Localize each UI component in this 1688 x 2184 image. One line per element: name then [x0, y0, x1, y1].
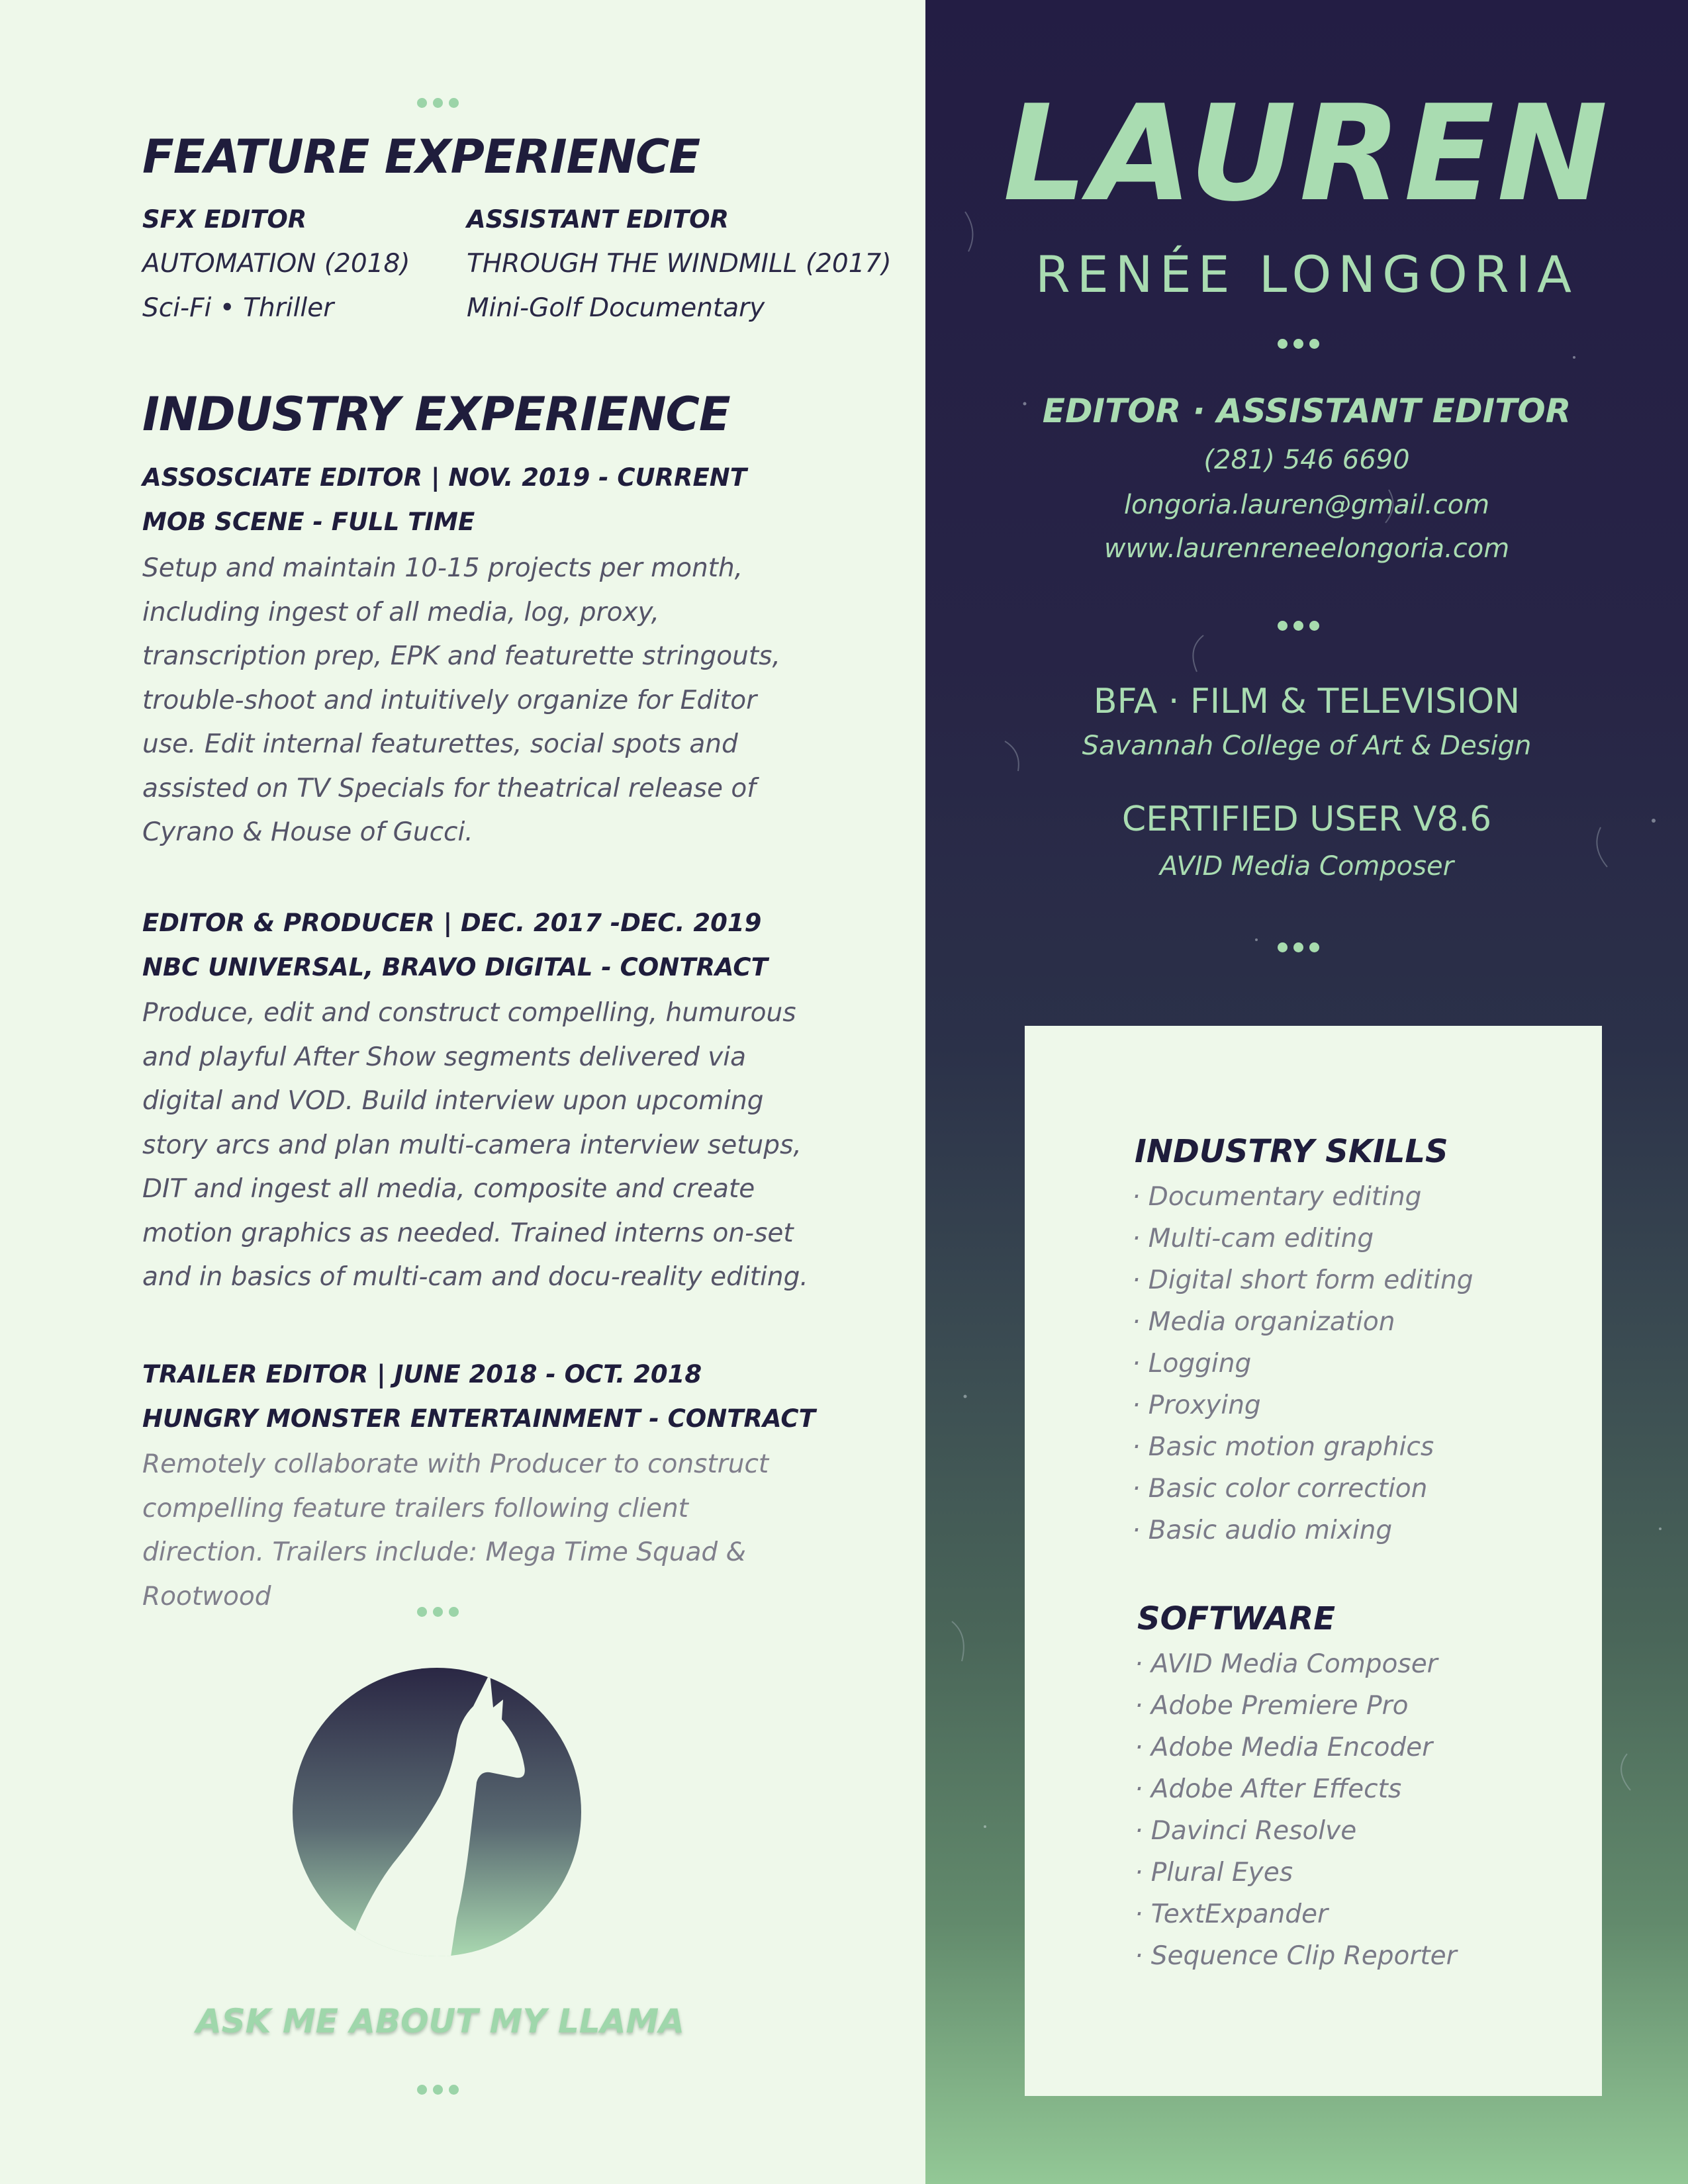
job-3-company: HUNGRY MONSTER ENTERTAINMENT - CONTRACT	[142, 1404, 816, 1433]
skill-item: · Basic color correction	[1132, 1474, 1428, 1504]
industry-experience-title: INDUSTRY EXPERIENCE	[142, 387, 730, 441]
job-1-company: MOB SCENE - FULL TIME	[142, 508, 475, 536]
software-item: · Sequence Clip Reporter	[1135, 1941, 1457, 1971]
divider-dots	[417, 98, 459, 108]
skill-item: · Digital short form editing	[1132, 1265, 1474, 1295]
software-item: · Adobe After Effects	[1135, 1774, 1402, 1804]
first-name: LAUREN	[1003, 77, 1611, 231]
feature-col2-film: THROUGH THE WINDMILL (2017)	[467, 249, 892, 279]
feature-col1-genre: Sci-Fi • Thriller	[142, 293, 334, 323]
feature-col1-film: AUTOMATION (2018)	[142, 249, 410, 279]
skill-item: · Multi-cam editing	[1132, 1224, 1374, 1253]
llama-caption: ASK ME ABOUT MY LLAMA	[196, 2002, 684, 2040]
skill-item: · Documentary editing	[1132, 1182, 1422, 1212]
email-link[interactable]: longoria.lauren@gmail.com	[1123, 490, 1490, 520]
divider-dots	[417, 2085, 459, 2095]
software-item: · Adobe Premiere Pro	[1135, 1691, 1409, 1721]
job-2-description: Produce, edit and construct compelling, humurous and playful After Show segments delivered via digital and VOD. Build interview upon upcoming story arcs and plan multi-camera interview setups, DIT and ingest all media, composite and create motion graphics as needed. Trained interns on-set and in basics of multi-cam and docu-reality editing.	[142, 998, 808, 1292]
phone-link[interactable]: (281) 546 6690	[1203, 445, 1410, 475]
feature-experience-title: FEATURE EXPERIENCE	[142, 130, 700, 184]
software-item: · Adobe Media Encoder	[1135, 1733, 1433, 1762]
skill-item: · Basic motion graphics	[1132, 1432, 1434, 1462]
last-name: RENÉE LONGORIA	[1035, 245, 1579, 304]
certification-detail: AVID Media Composer	[1159, 851, 1454, 882]
skill-item: · Logging	[1132, 1349, 1252, 1379]
job-1-title: ASSOSCIATE EDITOR | NOV. 2019 - CURRENT	[142, 463, 747, 492]
degree: BFA · FILM & TELEVISION	[1093, 682, 1521, 721]
software-item: · Davinci Resolve	[1135, 1816, 1357, 1846]
llama-silhouette-icon	[291, 1666, 583, 1958]
divider-dots	[1278, 621, 1319, 631]
job-3-description: Remotely collaborate with Producer to construct compelling feature trailers following client direction. Trailers include: Mega Time Squad & Rootwood	[142, 1449, 769, 1612]
skill-item: · Media organization	[1132, 1307, 1395, 1337]
divider-dots	[1278, 339, 1319, 349]
skills-panel	[1025, 1026, 1602, 2096]
industry-skills-title: INDUSTRY SKILLS	[1135, 1133, 1448, 1170]
feature-col2-genre: Mini-Golf Documentary	[467, 293, 765, 323]
certification: CERTIFIED USER V8.6	[1121, 799, 1492, 839]
software-item: · Plural Eyes	[1135, 1858, 1293, 1888]
job-3-title: TRAILER EDITOR | JUNE 2018 - OCT. 2018	[142, 1360, 702, 1388]
divider-dots	[1278, 942, 1319, 952]
job-2-title: EDITOR & PRODUCER | DEC. 2017 -DEC. 2019	[142, 909, 762, 937]
feature-col2-role: ASSISTANT EDITOR	[467, 205, 729, 234]
school: Savannah College of Art & Design	[1082, 731, 1532, 761]
software-item: · AVID Media Composer	[1135, 1649, 1438, 1679]
feature-col1-role: SFX EDITOR	[142, 205, 307, 234]
website-link[interactable]: www.laurenreneelongoria.com	[1103, 533, 1510, 564]
software-title: SOFTWARE	[1137, 1600, 1336, 1637]
skill-item: · Proxying	[1132, 1390, 1261, 1420]
divider-dots	[417, 1607, 459, 1617]
roles: EDITOR · ASSISTANT EDITOR	[1042, 392, 1571, 430]
software-item: · TextExpander	[1135, 1899, 1329, 1929]
job-1-description: Setup and maintain 10-15 projects per month, including ingest of all media, log, proxy, transcription prep, EPK and featurette stringouts, trouble-shoot and intuitively organize for Editor use. Edit internal featurettes, social spots and assisted on TV Specials for theatrical release of Cyrano & House of Gucci.	[142, 553, 780, 847]
job-2-company: NBC UNIVERSAL, BRAVO DIGITAL - CONTRACT	[142, 953, 768, 981]
skill-item: · Basic audio mixing	[1132, 1516, 1393, 1545]
